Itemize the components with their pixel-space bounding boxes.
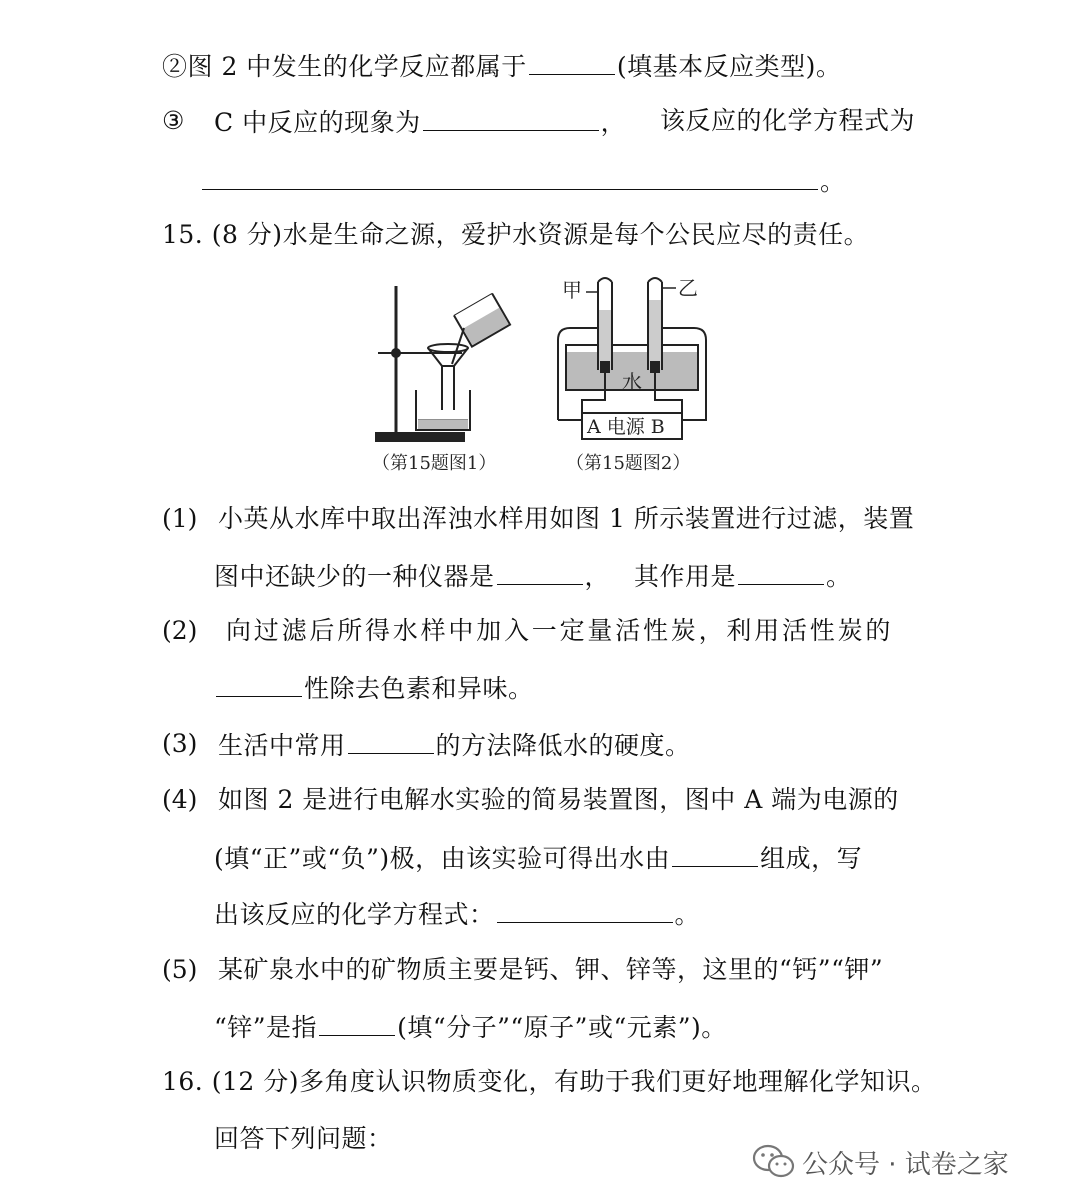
answer-blank[interactable] — [216, 670, 302, 697]
q15-part1-text: 图中还缺少的一种仪器是 — [214, 562, 495, 591]
q15-part2-number: (2) — [162, 616, 198, 645]
q15-part4-number: (4) — [162, 785, 198, 814]
q15-part5-hint: (填“分子”“原子”或“元素”)。 — [397, 1013, 727, 1042]
q14-part3-text: C 中反应的现象为 — [214, 108, 421, 137]
q15-part5-line1: 某矿泉水中的矿物质主要是钙、钾、锌等，这里的“钙”“钾” — [218, 955, 884, 984]
q15-part3-text: 的方法降低水的硬度。 — [435, 731, 691, 760]
q14-part3-number: ③ — [162, 106, 185, 135]
figure2-caption: （第15题图2） — [566, 453, 691, 474]
q15-part1-line2 — [214, 558, 610, 594]
period: 。 — [674, 900, 701, 929]
wechat-icon — [752, 1142, 796, 1180]
watermark-text: 公众号 · 试卷之家 — [802, 1150, 1009, 1180]
q15-part5-number: (5) — [162, 955, 198, 984]
q15-part1-line1: 小英从水库中取出浑浊水样用如图 1 所示装置进行过滤，装置 — [218, 504, 915, 533]
q16-subprompt: 回答下列问题： — [214, 1124, 393, 1153]
answer-blank[interactable] — [319, 1009, 395, 1036]
q15-part5-line2 — [214, 1009, 727, 1045]
q15-part2-line1: 向过滤后所得水样中加入一定量活性炭，利用活性炭的 — [226, 616, 894, 645]
q15-part1-text: 其作用是 — [634, 562, 737, 591]
q14-part2-line — [162, 48, 841, 84]
answer-blank[interactable] — [497, 896, 673, 923]
q15-part3-number: (3) — [162, 729, 198, 758]
answer-blank[interactable] — [672, 840, 758, 867]
filtration-apparatus-figure — [370, 280, 520, 450]
answer-blank[interactable] — [348, 727, 434, 754]
q16-stem: 16. (12 分)多角度认识物质变化，有助于我们更好地理解化学知识。 — [162, 1067, 937, 1096]
q14-part3-line — [214, 104, 626, 140]
fig2-label-jia: 甲 — [562, 278, 582, 302]
fig2-label-water: 水 — [622, 370, 642, 394]
q15-part4-line3 — [214, 896, 700, 932]
answer-blank[interactable] — [423, 104, 599, 131]
q15-stem: 15. (8 分)水是生命之源，爱护水资源是每个公民应尽的责任。 — [162, 220, 870, 249]
answer-blank[interactable] — [202, 163, 818, 190]
figure1-caption: （第15题图1） — [372, 453, 497, 474]
q15-part5-text: “锌”是指 — [214, 1013, 318, 1042]
period: 。 — [820, 167, 846, 196]
q14-part3-equation-prompt: 该反应的化学方程式为 — [660, 106, 916, 135]
period: 。 — [826, 562, 852, 591]
comma: ， — [584, 562, 611, 591]
fig2-power-label: A 电源 B — [587, 416, 665, 438]
q15-part1-number: (1) — [162, 504, 198, 533]
comma: ， — [600, 108, 627, 137]
q15-part4-line2 — [214, 840, 862, 876]
q14-part2-hint: (填基本反应类型)。 — [616, 52, 842, 81]
answer-blank[interactable] — [497, 558, 583, 585]
answer-blank[interactable] — [738, 558, 824, 585]
q15-part2-text: 性除去色素和异味。 — [304, 674, 534, 703]
q15-part3-text: 生活中常用 — [218, 731, 346, 760]
q15-part2-line2 — [214, 670, 534, 706]
answer-blank[interactable] — [529, 48, 615, 75]
q14-part2-text: ②图 2 中发生的化学反应都属于 — [162, 52, 527, 81]
q15-part4-text: 出该反应的化学方程式： — [214, 900, 495, 929]
q15-part4-line1: 如图 2 是进行电解水实验的简易装置图，图中 A 端为电源的 — [218, 785, 899, 814]
q15-part4-text: 组成，写 — [760, 844, 863, 873]
q15-part4-text: (填“正”或“负”)极，由该实验可得出水由 — [214, 844, 671, 873]
q15-part3-line — [218, 727, 691, 763]
q14-part3-equation-line — [200, 163, 846, 199]
q15-part1-line2-right — [634, 558, 852, 594]
fig2-label-yi: 乙 — [678, 276, 698, 300]
